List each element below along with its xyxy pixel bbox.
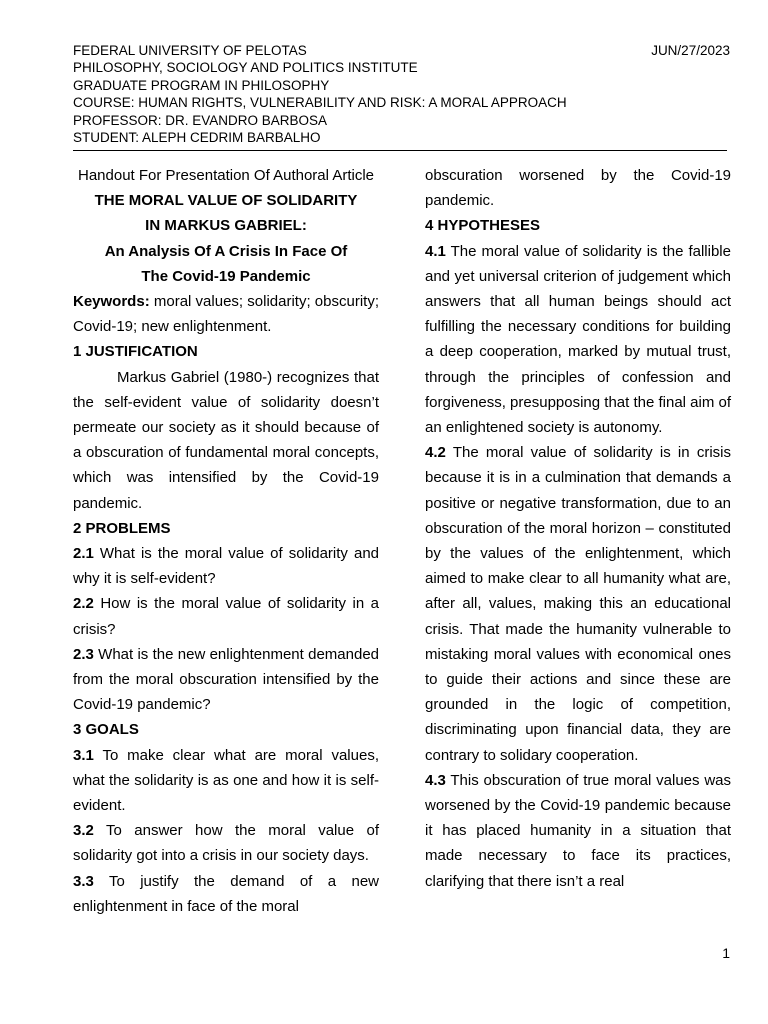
header-institute: PHILOSOPHY, SOCIOLOGY AND POLITICS INSTITUTE	[73, 60, 418, 76]
item-number: 3.1	[73, 746, 94, 764]
item-text: How is the moral value of solidarity in a crisis?	[73, 595, 379, 638]
keywords-text: moral values; solidarity; obscurity; Covid-19; new enlightenment.	[73, 293, 379, 336]
goal-3-2	[73, 818, 379, 868]
right-column	[425, 163, 731, 894]
justification-paragraph: Markus Gabriel (1980-) recognizes that the self-evident value of solidarity doesn’t permeate our society as it should because of a obscuration of fundamental moral concepts, which was intensified by the Covid-19 pandemic.	[73, 368, 379, 512]
item-text: What is the moral value of solidarity and why it is self-evident?	[73, 545, 379, 588]
item-number: 2.3	[73, 645, 94, 663]
handout-label: Handout For Presentation Of Authoral Article	[78, 167, 374, 184]
goal-3-3-continuation: obscuration worsened by the Covid-19 pandemic.	[425, 167, 731, 210]
goal-3-1	[73, 743, 379, 819]
item-number: 3.3	[73, 872, 94, 890]
item-text: To justify the demand of a new enlightenment in face of the moral	[73, 872, 379, 915]
item-number: 4.2	[425, 444, 446, 462]
problem-2-3	[73, 642, 379, 718]
header-program: GRADUATE PROGRAM IN PHILOSOPHY	[73, 77, 330, 93]
header-divider	[73, 150, 727, 151]
item-text: To make clear what are moral values, what the solidarity is as one and how it is self-evident.	[73, 746, 379, 815]
keywords-label: Keywords:	[73, 293, 150, 311]
subtitle-line-2: The Covid-19 Pandemic	[141, 267, 311, 285]
keywords-paragraph	[73, 289, 379, 339]
title-line-2: IN MARKUS GABRIEL:	[145, 217, 307, 235]
item-number: 2.2	[73, 595, 94, 613]
goal-3-3	[73, 869, 379, 919]
header-student: STUDENT: ALEPH CEDRIM BARBALHO	[73, 130, 321, 146]
problem-2-1	[73, 541, 379, 591]
heading-problems: 2 PROBLEMS	[73, 519, 171, 537]
header-date: JUN/27/2023	[651, 43, 730, 58]
document-header	[73, 42, 730, 151]
item-text: The moral value of solidarity is in crisis because it is in a culmination that demands a positive or negative transformation, due to an obscuration of the moral horizon – constituted by the values of the enlightenment, which aimed to make clear to all humanity what are, after all, values, making this an educational crisis. That made the humanity vulnerable to mistaking moral values with economical ones to guide their actions and since these are grounded in the logic of competition, discriminating upon financial data, they are contrary to solidary cooperation.	[425, 444, 731, 764]
subtitle-line-1: An Analysis Of A Crisis In Face Of	[104, 242, 348, 260]
left-column	[73, 163, 379, 919]
item-text: What is the new enlightenment demanded from the moral obscuration intensified by the Covid-19 pandemic?	[73, 645, 379, 714]
hypothesis-4-2	[425, 440, 731, 768]
item-text: This obscuration of true moral values was worsened by the Covid-19 pandemic because it has placed humanity in a situation that made necessary to face its practices, clarifying that there isn’t a real	[425, 771, 731, 890]
title-line-1: THE MORAL VALUE OF SOLIDARITY	[94, 192, 358, 210]
page-number: 1	[722, 945, 730, 961]
heading-justification: 1 JUSTIFICATION	[73, 343, 198, 361]
item-number: 2.1	[73, 545, 94, 563]
item-number: 4.3	[425, 771, 446, 789]
problem-2-2	[73, 591, 379, 641]
header-university: FEDERAL UNIVERSITY OF PELOTAS	[73, 43, 307, 58]
hypothesis-4-3	[425, 768, 731, 894]
hypothesis-4-1	[425, 239, 731, 441]
item-text: The moral value of solidarity is the fallible and yet universal criterion of judgement which answers that all human beings should act fulfilling the necessary conditions for building a deep cooperation, marked by mutual trust, through the principles of confession and forgiveness, presupposing that the final aim of an enlightened society is autonomy.	[425, 242, 732, 437]
item-text: To answer how the moral value of solidarity got into a crisis in our society days.	[73, 822, 379, 865]
item-number: 4.1	[425, 242, 446, 260]
item-number: 3.2	[73, 822, 94, 840]
heading-hypotheses: 4 HYPOTHESES	[425, 217, 541, 235]
header-course: COURSE: HUMAN RIGHTS, VULNERABILITY AND RISK: A MORAL APPROACH	[73, 95, 567, 111]
heading-goals: 3 GOALS	[73, 721, 139, 739]
header-professor: PROFESSOR: DR. EVANDRO BARBOSA	[73, 112, 328, 128]
